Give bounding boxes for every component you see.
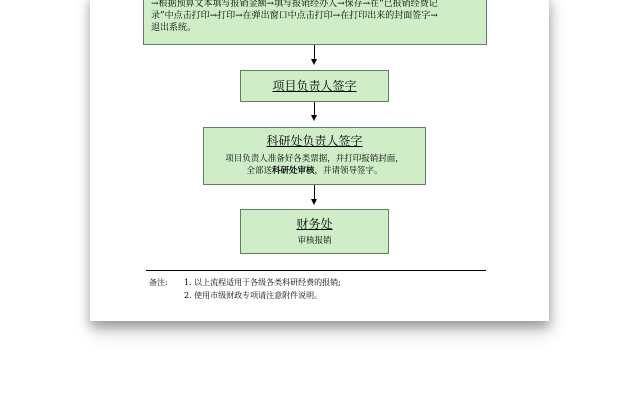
finance-office-desc: 审核报销 (297, 236, 332, 246)
procedure-line: 录”中点击打印→打印→在弹出窗口中点击打印→在打印出来的封面签字→ (151, 11, 438, 21)
research-office-sign-title: 科研处负责人签字 (266, 134, 363, 148)
notes-divider (146, 270, 486, 271)
research-office-desc-line1: 项目负责人准备好各类票据，并打印报销封面， (225, 154, 404, 164)
desc-bold-text: 科研处审核 (271, 166, 315, 176)
desc-text: 全部送 (246, 166, 272, 176)
research-office-desc-line2 (204, 165, 425, 177)
procedure-line: 退出系统。 (151, 23, 197, 33)
finance-office-title: 财务处 (296, 217, 333, 231)
notes-item-2: 2. 使用市级财政专项请注意附件说明。 (184, 291, 323, 300)
project-leader-sign-title: 项目负责人签字 (272, 79, 357, 93)
connector-arrow (311, 115, 317, 121)
procedure-steps-box (143, 0, 487, 45)
project-leader-sign-box (240, 70, 389, 102)
connector-arrow (311, 199, 317, 205)
procedure-line: →根据预算文本填写报销金额→填写报销经办人→保存→在“已报销经费记 (151, 0, 438, 9)
notes-item-1: 1. 以上流程适用于各级各类科研经费的报销; (184, 278, 341, 287)
connector-arrow (311, 59, 317, 65)
notes-label: 备注: (149, 278, 168, 287)
finance-office-box (240, 209, 389, 254)
desc-text: ，并请领导签字。 (314, 166, 383, 176)
document-page (90, 0, 549, 321)
research-office-sign-box (203, 127, 426, 185)
